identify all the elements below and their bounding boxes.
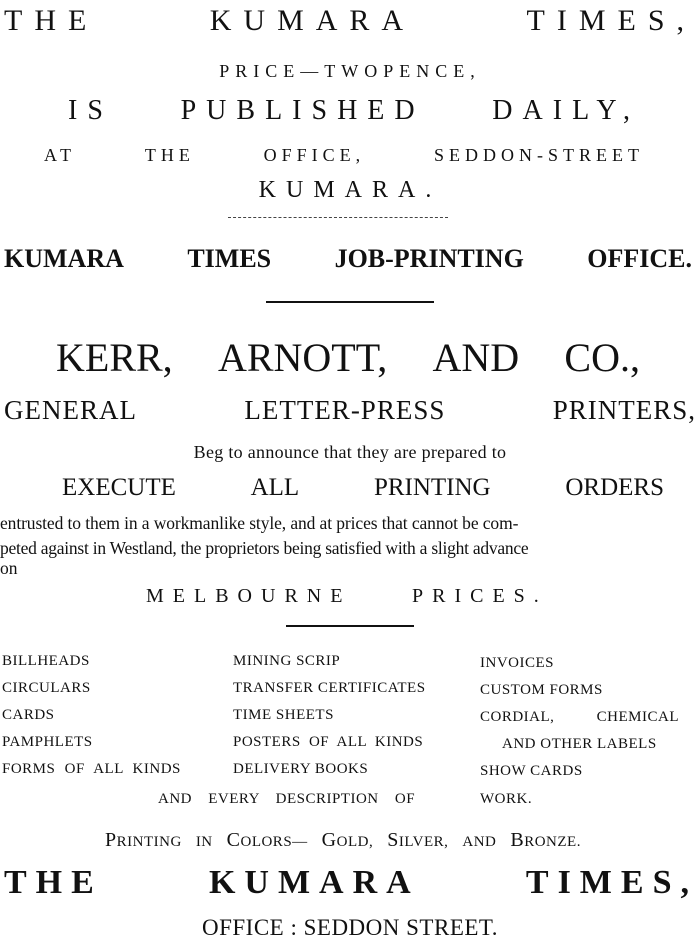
firm-name	[0, 335, 700, 380]
trade-line	[0, 397, 700, 424]
word-capital: P	[105, 829, 117, 851]
word-capital: C	[226, 829, 241, 851]
colors-line-word	[387, 829, 449, 851]
word-rest: IN	[195, 834, 213, 850]
services-col-3	[480, 650, 679, 785]
service-item: FORMS OF ALL KINDS	[2, 761, 181, 777]
printing-colors-line	[0, 830, 700, 850]
price-line: PRICE—TWOPENCE,	[219, 61, 481, 81]
word-capital: B	[510, 829, 525, 851]
footer-office: OFFICE : SEDDON STREET.	[201, 915, 499, 940]
prices-word: MELBOURNE	[146, 585, 352, 607]
colors-line-word	[196, 833, 213, 850]
execute-word: EXECUTE	[62, 474, 176, 501]
service-item: MINING SCRIP	[233, 653, 341, 669]
job-office-word: JOB-PRINTING	[334, 244, 524, 273]
word-capital: S	[387, 829, 399, 851]
masthead-word: TIMES,	[526, 4, 696, 37]
office-line	[0, 146, 700, 164]
section-divider	[266, 301, 434, 303]
every-description: AND EVERY DESCRIPTION OF	[158, 791, 416, 807]
announce-line: Beg to announce that they are prepared to	[193, 442, 507, 462]
colors-line-word	[226, 829, 308, 851]
published-word: PUBLISHED	[180, 95, 425, 126]
section-divider	[286, 625, 414, 627]
job-office-heading	[0, 246, 700, 272]
service-item: AND OTHER LABELS	[502, 736, 657, 752]
service-item: CORDIAL, CHEMICAL	[480, 709, 679, 725]
trade-word: GENERAL	[4, 395, 137, 425]
word-rest: OLORS—	[240, 834, 308, 850]
service-item: CUSTOM FORMS	[480, 682, 603, 698]
prices-word: PRICES.	[412, 585, 548, 607]
published-word: IS	[68, 95, 113, 126]
service-item: DELIVERY BOOKS	[233, 761, 369, 777]
service-item: POSTERS OF ALL KINDS	[233, 734, 424, 750]
office-word: OFFICE,	[263, 145, 366, 165]
service-item: BILLHEADS	[2, 653, 90, 669]
colors-line-word	[510, 829, 581, 851]
services-col-2	[233, 648, 426, 783]
firm-name-word: ARNOTT,	[217, 335, 388, 380]
word-capital: G	[321, 829, 337, 851]
word-rest: OLD,	[336, 834, 374, 850]
job-office-word: KUMARA	[4, 244, 124, 273]
town-line: KUMARA.	[258, 177, 442, 203]
execute-word: ORDERS	[565, 474, 664, 501]
execute-word: PRINTING	[373, 474, 491, 501]
footer-title-word: THE	[4, 864, 103, 901]
published-word: DAILY,	[492, 95, 640, 126]
execute-line	[0, 475, 700, 500]
body-text-line: on	[0, 558, 18, 578]
word-rest: RINTING	[116, 834, 182, 850]
footer-title-word: TIMES,	[525, 864, 698, 901]
office-word: SEDDON-STREET	[434, 145, 644, 165]
office-word: AT	[44, 145, 76, 165]
firm-name-word: KERR,	[56, 335, 173, 380]
masthead-word: KUMARA	[209, 4, 416, 37]
body-text-line: peted against in Westland, the proprietors being satisfied with a slight advance	[0, 538, 529, 558]
service-item: CARDS	[2, 707, 55, 723]
trade-word: PRINTERS,	[552, 395, 696, 425]
job-office-word: TIMES	[187, 244, 272, 273]
masthead-title	[0, 6, 700, 36]
colors-line-word	[321, 829, 374, 851]
service-item: SHOW CARDS	[480, 763, 583, 779]
masthead-word: THE	[4, 4, 99, 37]
service-item: PAMPHLETS	[2, 734, 93, 750]
execute-word: ALL	[250, 474, 300, 501]
published-line	[0, 97, 700, 125]
service-item: INVOICES	[480, 655, 554, 671]
service-item: TRANSFER CERTIFICATES	[233, 680, 426, 696]
colors-line-word	[105, 829, 182, 851]
work-label: WORK.	[480, 791, 533, 807]
word-rest: RONZE.	[524, 834, 581, 850]
footer-title	[0, 866, 700, 900]
word-rest: ILVER,	[398, 834, 449, 850]
firm-name-word: CO.,	[564, 335, 640, 380]
footer-title-word: KUMARA	[208, 864, 420, 901]
body-text-line: entrusted to them in a workmanlike style, and at prices that cannot be com-	[0, 513, 519, 533]
colors-line-word	[462, 833, 496, 850]
service-item: TIME SHEETS	[233, 707, 334, 723]
word-rest: AND	[462, 834, 497, 850]
office-word: THE	[144, 145, 195, 165]
job-office-word: OFFICE.	[587, 244, 692, 273]
trade-word: LETTER-PRESS	[244, 395, 446, 425]
service-item: CIRCULARS	[2, 680, 91, 696]
services-col-1	[2, 648, 181, 783]
firm-name-word: AND	[432, 335, 520, 380]
header-divider	[228, 217, 448, 218]
